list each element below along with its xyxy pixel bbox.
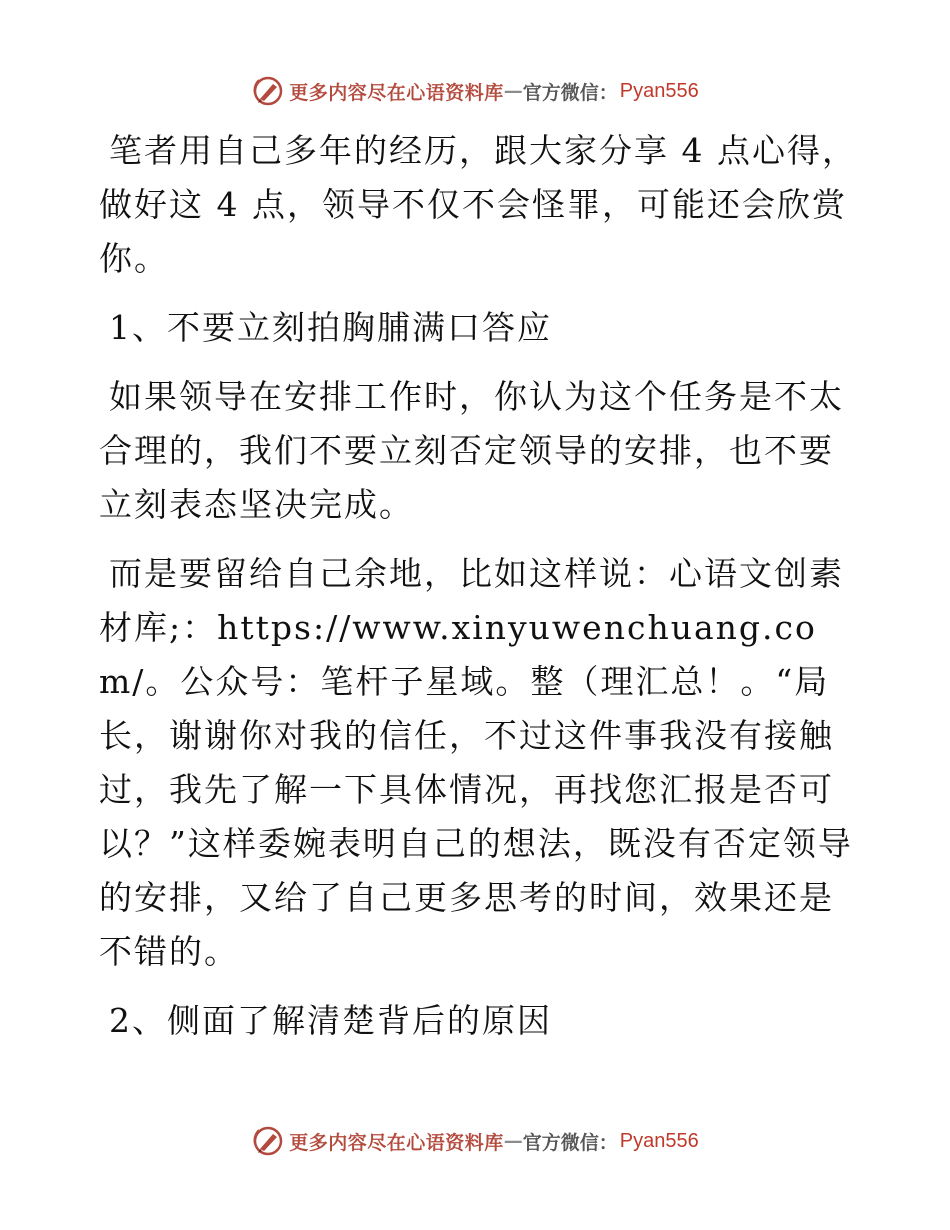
footer-wechat-id: Pyan556 xyxy=(619,1129,699,1152)
paragraph-2: 如果领导在安排工作时，你认为这个任务是不太合理的，我们不要立刻否定领导的安排，也不要立刻表态坚决完成。 xyxy=(99,377,844,524)
document-body xyxy=(99,124,859,1063)
header-banner xyxy=(0,71,950,111)
footer-site-text: 更多内容尽在心语资料库 xyxy=(289,1131,504,1154)
footer-banner xyxy=(0,1121,950,1161)
footer-separator: — xyxy=(503,1130,523,1152)
header-wechat-id: Pyan556 xyxy=(619,79,699,102)
paragraph-intro: 笔者用自己多年的经历，跟大家分享 4 点心得，做好这 4 点，领导不仅不会怪罪，可能还会欣赏你。 xyxy=(99,131,857,278)
section-heading-1: 1、不要立刻拍胸脯满口答应 xyxy=(109,308,552,347)
section-heading-2: 2、侧面了解清楚背后的原因 xyxy=(109,1001,552,1040)
footer-wechat-label: 官方微信： xyxy=(522,1131,618,1154)
pen-logo-icon xyxy=(251,1124,285,1158)
pen-logo-icon xyxy=(251,74,285,108)
paragraph-3: 而是要留给自己余地，比如这样说：心语文创素材库;：https://www.xinyuwenchuang.com/。公众号：笔杆子星域。整（理汇总！。“局长，谢谢你对我的信任，不过这件事我没有接触过，我先了解一下具体情况，再找您汇报是否可以？”这样委婉表明自己的想法，既没有否定领导的安排，又给了自己更多思考的时间，效果还是不错的。 xyxy=(99,554,853,971)
header-separator: — xyxy=(503,80,523,102)
header-site-text: 更多内容尽在心语资料库 xyxy=(289,81,504,104)
header-wechat-label: 官方微信： xyxy=(522,81,618,104)
